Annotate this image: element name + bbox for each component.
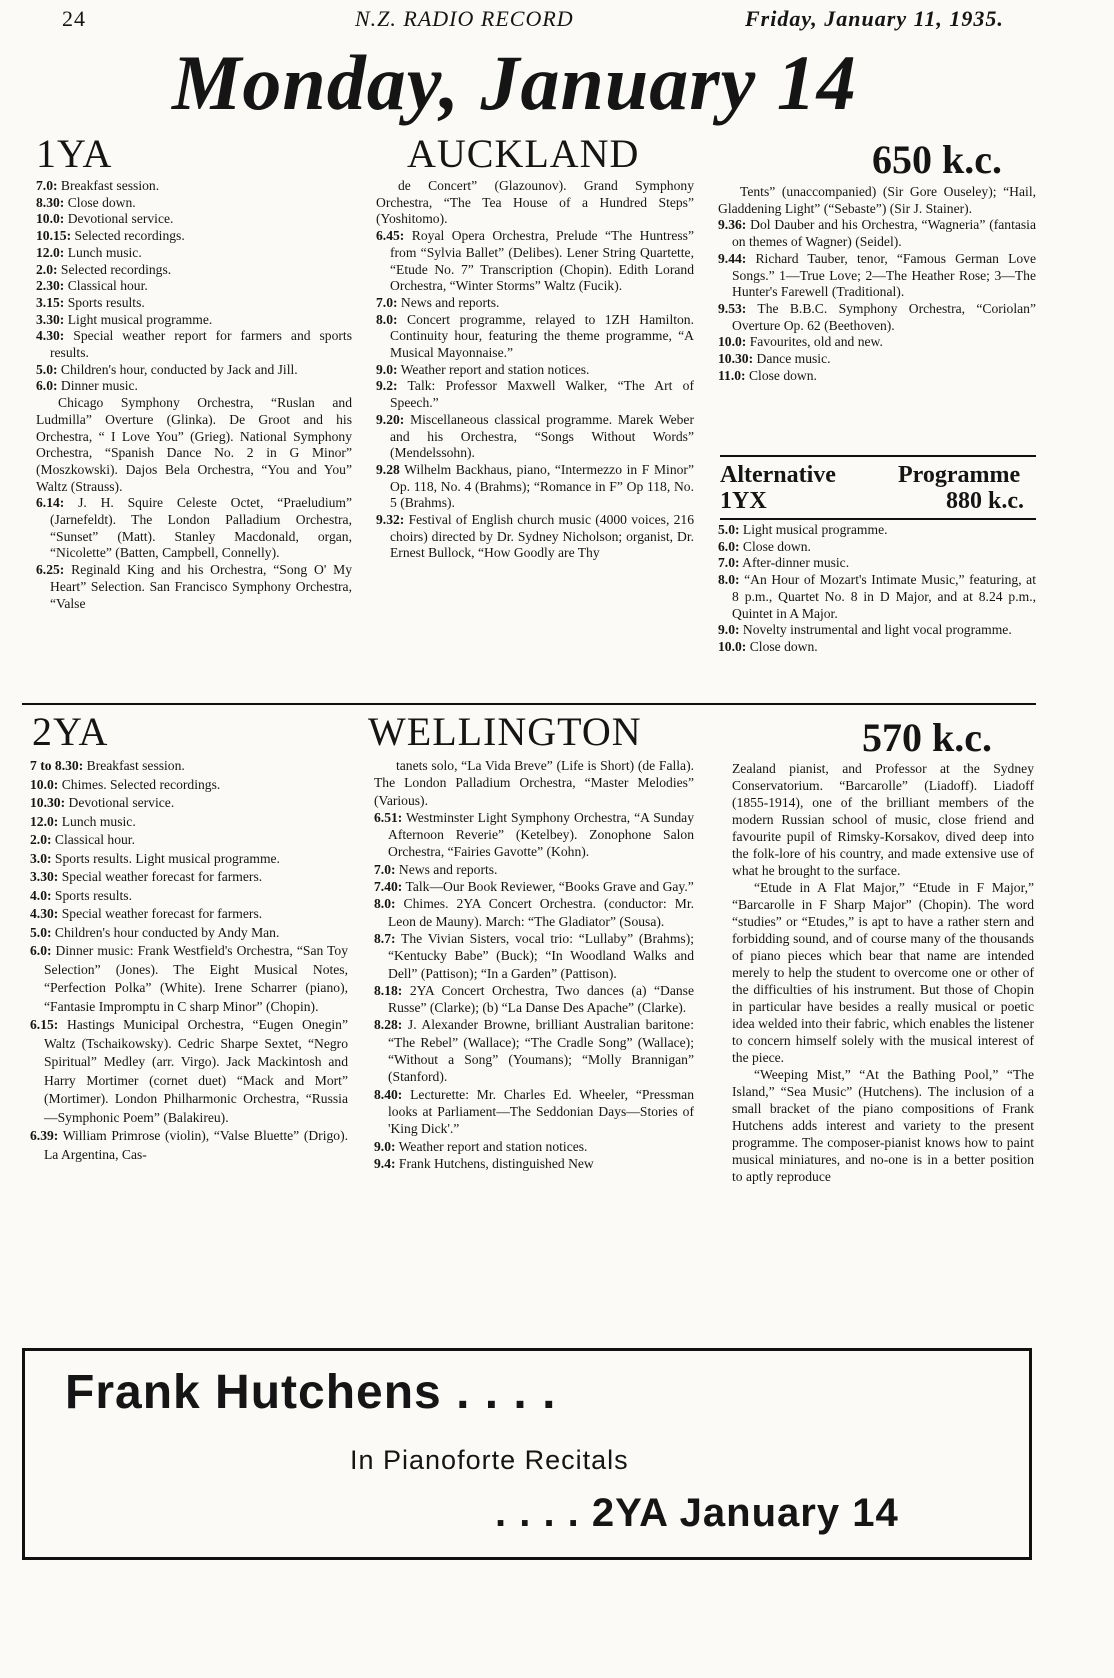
entry-time: 3.30: xyxy=(30,869,59,884)
entry-time: 7.0: xyxy=(718,555,740,571)
entry-time: 7.40: xyxy=(374,879,403,895)
entry-text: Devotional service. xyxy=(65,795,175,810)
entry-time: 12.0: xyxy=(36,244,65,260)
programme-entry xyxy=(30,831,348,850)
entry-text: Dinner music. xyxy=(57,378,138,394)
entry-text: Light musical programme. xyxy=(64,311,213,327)
entry-text: Talk—Our Book Reviewer, “Books Grave and Gay.” xyxy=(402,879,694,895)
programme-entry xyxy=(30,813,348,832)
wellington-column-1 xyxy=(30,757,348,1164)
entry-time: 9.4: xyxy=(374,1155,396,1171)
entry-text: Chimes. 2YA Concert Orchestra. (conductor: Mr. Leon de Mauny). March: “The Gladiator” (Sousa). xyxy=(388,896,694,929)
programme-entry xyxy=(376,178,694,228)
entry-text: “An Hour of Mozart's Intimate Music,” featuring, at 8 p.m., Quartet No. 8 in D Major, and at 8.24 p.m., Quintet in A Major. xyxy=(732,572,1036,621)
entry-time: 9.28 xyxy=(376,461,400,477)
programme-entry xyxy=(374,1086,694,1138)
entry-text: Festival of English church music (4000 voices, 216 choirs) directed by Dr. Sydney Nicholson; organist, Dr. Ernest Bullock, “How Goodly are Thy xyxy=(390,512,694,561)
issue-date: Friday, January 11, 1935. xyxy=(745,6,1004,31)
entry-text: Lecturette: Mr. Charles Ed. Wheeler, “Pressman looks at Parliament—The Seddonian Days—Stories of 'King Dick'.” xyxy=(388,1086,694,1137)
page-title: Monday, January 14 xyxy=(172,39,857,126)
programme-entry xyxy=(718,351,1036,368)
programme-entry xyxy=(36,395,352,495)
entry-text: Favourites, old and new. xyxy=(746,334,883,350)
advert-subtitle: In Pianoforte Recitals xyxy=(350,1445,629,1475)
entry-time: 8.0: xyxy=(376,311,398,327)
page-number: 24 xyxy=(62,6,86,31)
programme-entry xyxy=(718,217,1036,250)
entry-time: 4.30: xyxy=(30,906,59,921)
programme-entry xyxy=(718,184,1036,217)
entry-text: Dinner music: Frank Westfield's Orchestra, “San Toy Selection” (Jones). The Eight Musical Notes, “Perfection Polka” (White). Irene Scharrer (piano), “Fantasie Impromptu in C sharp Minor” (Chopin). xyxy=(44,943,348,1014)
entry-time: 7.0: xyxy=(374,861,396,877)
article-paragraph: “Etude in A Flat Major,” “Etude in F Major,” “Barcarolle in F Sharp Major” (Chopin). The word “studies” or “Etudes,” is apt to have a rather stern and forbidding sound, and of course many of the thousands of piano pieces which bear that name are intended merely to help the student to overcome one or other of the difficulties of his instrument. But those of Chopin in particular have besides a really musical or poetic idea welded into their fabric, which enables the listener to concern himself solely with the musical interest of the piece. xyxy=(732,880,1034,1065)
entry-text: Close down. xyxy=(64,194,136,210)
programme-entry xyxy=(376,295,694,312)
entry-time: 3.30: xyxy=(36,311,65,327)
entry-text: Concert programme, relayed to 1ZH Hamilton. Continuity hour, featuring the theme programme, “A Musical Mayonnaise.” xyxy=(390,311,694,361)
entry-time: 10.0: xyxy=(718,334,747,350)
entry-time: 10.30: xyxy=(718,351,754,367)
entry-text: de Concert” (Glazounov). Grand Symphony Orchestra, “The Tea House of a Hundred Steps” (Yoshitomo). xyxy=(376,178,694,227)
auckland-column-2 xyxy=(376,178,694,562)
entry-text: Lunch music. xyxy=(64,244,142,260)
entry-time: 2.30: xyxy=(36,278,65,294)
entry-time: 3.15: xyxy=(36,294,65,310)
programme-entry xyxy=(376,412,694,462)
entry-text: Dance music. xyxy=(753,351,831,367)
station-call-1ya: 1YA xyxy=(36,131,113,176)
station-freq-570: 570 k.c. xyxy=(862,715,992,760)
programme-entry xyxy=(374,982,694,1017)
entry-time: 7.0: xyxy=(36,178,58,193)
entry-text: Reginald King and his Orchestra, “Song O' My Heart” Selection. San Francisco Symphony Orchestra, “Valse xyxy=(50,562,352,611)
programme-entry xyxy=(36,495,352,562)
alt-programme: Programme xyxy=(898,462,1021,488)
entry-time: 7.0: xyxy=(376,294,398,310)
programme-entry xyxy=(718,622,1036,639)
programme-entry xyxy=(30,868,348,887)
programme-entry xyxy=(36,362,352,379)
programme-entry xyxy=(718,251,1036,301)
entry-time: 9.0: xyxy=(376,361,398,377)
programme-entry xyxy=(374,895,694,930)
entry-time: 6.0: xyxy=(718,538,740,554)
section-divider xyxy=(22,703,1036,705)
programme-entry xyxy=(36,328,352,361)
entry-time: 9.36: xyxy=(718,217,747,233)
entry-text: Sports results. Light musical programme. xyxy=(51,850,280,866)
entry-time: 9.0: xyxy=(718,622,740,638)
entry-time: 6.25: xyxy=(36,562,65,578)
programme-entry xyxy=(376,312,694,362)
entry-time: 8.40: xyxy=(374,1086,403,1102)
entry-time: 8.18: xyxy=(374,982,403,998)
station-call-2ya: 2YA xyxy=(32,709,109,754)
entry-time: 5.0: xyxy=(718,522,740,537)
entry-time: 8.0: xyxy=(718,572,740,588)
entry-text: Close down. xyxy=(739,538,811,554)
entry-text: The B.B.C. Symphony Orchestra, “Coriolan” Overture Op. 62 (Beethoven). xyxy=(732,300,1036,333)
entry-text: tanets solo, “La Vida Breve” (Life is Short) (de Falla). The London Palladium Orchestra, “Master Melodies” (Various). xyxy=(374,758,694,808)
programme-entry xyxy=(36,211,352,228)
wellington-column-2 xyxy=(374,757,694,1172)
programme-entry xyxy=(718,572,1036,622)
programme-entry xyxy=(718,301,1036,334)
entry-time: 10.30: xyxy=(30,795,66,810)
publication-name: N.Z. RADIO RECORD xyxy=(355,6,574,31)
entry-text: J. Alexander Browne, brilliant Australian baritone: “The Rebel” (Wallace); “The Cradle Song” (Wallace); “Without a Song” (Youmans); “Molly Brannigan” (Stanford). xyxy=(388,1017,694,1085)
entry-text: News and reports. xyxy=(397,294,500,310)
programme-entry xyxy=(36,312,352,329)
programme-entry xyxy=(374,878,694,895)
programme-entry xyxy=(30,1016,348,1127)
entry-text: Breakfast session. xyxy=(57,178,160,193)
programme-entry xyxy=(376,512,694,562)
entry-time: 6.39: xyxy=(30,1128,59,1143)
advert-date-line: . . . . 2YA January 14 xyxy=(495,1491,899,1535)
entry-text: Chimes. Selected recordings. xyxy=(58,776,221,792)
programme-entry xyxy=(30,794,348,813)
entry-text: Breakfast session. xyxy=(83,758,185,773)
alt-label: Alternative xyxy=(720,462,836,488)
programme-entry xyxy=(718,334,1036,351)
alt-top-rule xyxy=(720,455,1036,457)
programme-entry xyxy=(718,522,1036,539)
entry-time: 10.0: xyxy=(718,638,747,654)
programme-entry xyxy=(376,462,694,512)
entry-text: Lunch music. xyxy=(58,813,136,829)
entry-time: 5.0: xyxy=(36,361,58,377)
programme-entry xyxy=(36,378,352,395)
entry-time: 9.20: xyxy=(376,411,405,427)
entry-time: 5.0: xyxy=(30,924,52,940)
entry-time: 6.15: xyxy=(30,1017,59,1032)
entry-time: 6.51: xyxy=(374,809,403,825)
entry-text: Frank Hutchens, distinguished New xyxy=(395,1155,594,1171)
entry-time: 10.0: xyxy=(30,776,59,792)
programme-entry xyxy=(374,757,694,809)
article-paragraph: Zealand pianist, and Professor at the Sydney Conservatorium. “Barcarolle” (Liadoff). Liadoff (1855-1914), one of the brilliant members of the modern Russian school of music, close friend and favourite pupil of Rimsky-Korsakov, dived deep into the folk-lore of his country, and made extensive use of what he brought to the surface. xyxy=(732,761,1034,878)
entry-text: Dol Dauber and his Orchestra, “Wagneria” (fantasia on themes of Wagner) (Seidel). xyxy=(732,217,1036,250)
entry-text: Miscellaneous classical programme. Marek Weber and his Orchestra, “Songs Without Words” (Mendelssohn). xyxy=(390,411,694,461)
programme-entry xyxy=(30,850,348,869)
entry-time: 11.0: xyxy=(718,367,746,383)
wellington-column-3 xyxy=(732,760,1034,1185)
programme-entry xyxy=(30,924,348,943)
entry-text: Chicago Symphony Orchestra, “Ruslan and Ludmilla” Overture (Glinka). De Groot and his Orchestra, “ I Love You” (Grieg). National Symphony Orchestra, “Spanish Dance No. 2 in G Minor” (Moszkowski). Dajos Bela Orchestra, “You and You” Waltz (Strauss). xyxy=(36,395,352,494)
programme-entry xyxy=(30,887,348,906)
programme-entry xyxy=(36,195,352,212)
entry-time: 6.0: xyxy=(36,378,58,394)
station-city-auckland: AUCKLAND xyxy=(407,131,640,176)
entry-text: After-dinner music. xyxy=(739,555,850,571)
programme-entry xyxy=(374,1138,694,1155)
alt-bottom-rule xyxy=(720,518,1036,520)
article-paragraph: “Weeping Mist,” “At the Bathing Pool,” “The Island,” “Sea Music” (Hutchens). The inclusion of a small bracket of the piano compositions of Frank Hutchens adds interest and variety to the present programme. The composer-pianist knows how to paint musical miniatures, and no-one is in a better position to aptly reproduce xyxy=(732,1067,1034,1184)
entry-text: News and reports. xyxy=(395,861,498,877)
entry-text: Tents” (unaccompanied) (Sir Gore Ouseley); “Hail, Gladdening Light” (“Sebaste”) (Sir J. Stainer). xyxy=(718,184,1036,216)
entry-text: Close down. xyxy=(745,367,817,383)
entry-time: 8.30: xyxy=(36,194,65,210)
entry-text: Light musical programme. xyxy=(739,522,888,537)
entry-text: Richard Tauber, tenor, “Famous German Love Songs.” 1—True Love; 2—The Heather Rose; 3—The Hunter's Farewell (Traditional). xyxy=(732,250,1036,300)
programme-entry xyxy=(374,861,694,878)
entry-time: 8.7: xyxy=(374,930,396,946)
programme-entry xyxy=(36,562,352,612)
advert-box xyxy=(22,1348,1032,1560)
entry-text: Close down. xyxy=(746,638,818,654)
programme-entry xyxy=(374,930,694,982)
entry-text: Sports results. xyxy=(64,294,145,310)
programme-entry xyxy=(30,905,348,924)
entry-text: Talk: Professor Maxwell Walker, “The Art of Speech.” xyxy=(390,378,694,411)
entry-text: Novelty instrumental and light vocal programme. xyxy=(739,622,1012,638)
entry-time: 6.0: xyxy=(30,943,52,958)
entry-time: 2.0: xyxy=(30,832,52,847)
programme-entry xyxy=(36,245,352,262)
alt-freq-880: 880 k.c. xyxy=(946,488,1024,514)
entry-time: 9.2: xyxy=(376,378,398,394)
programme-entry xyxy=(374,1016,694,1085)
entry-time: 10.15: xyxy=(36,228,72,244)
alt-call-1yx: 1YX xyxy=(720,488,767,514)
programme-entry xyxy=(30,757,348,776)
entry-time: 6.45: xyxy=(376,228,405,244)
programme-entry xyxy=(30,776,348,795)
programme-entry xyxy=(718,639,1036,656)
programme-entry xyxy=(36,228,352,245)
entry-time: 7 to 8.30: xyxy=(30,758,84,773)
entry-text: Royal Opera Orchestra, Prelude “The Huntress” from “Sylvia Ballet” (Delibes). Lener String Quartette, “Etude No. 7” Transcription (Chopin). Edith Lorand Orchestra, “Winter Storms” Waltz (Fucik). xyxy=(390,228,694,294)
entry-time: 2.0: xyxy=(36,261,58,277)
programme-entry xyxy=(36,278,352,295)
entry-time: 9.32: xyxy=(376,512,405,528)
auckland-column-3 xyxy=(718,184,1036,384)
entry-text: Devotional service. xyxy=(64,211,174,227)
programme-entry xyxy=(718,555,1036,572)
entry-time: 4.30: xyxy=(36,328,65,344)
entry-text: Special weather forecast for farmers. xyxy=(58,869,263,884)
entry-time: 6.14: xyxy=(36,495,65,511)
advert-name: Frank Hutchens . . . . xyxy=(65,1366,557,1419)
programme-entry xyxy=(374,809,694,861)
programme-entry xyxy=(376,228,694,295)
programme-entry xyxy=(374,1155,694,1172)
entry-time: 8.0: xyxy=(374,896,396,912)
entry-time: 3.0: xyxy=(30,850,52,866)
programme-entry xyxy=(718,539,1036,556)
entry-text: William Primrose (violin), “Valse Bluette” (Drigo). La Argentina, Cas- xyxy=(44,1128,348,1162)
entry-text: Classical hour. xyxy=(51,832,135,847)
programme-entry xyxy=(718,368,1036,385)
entry-text: Children's hour conducted by Andy Man. xyxy=(51,924,280,940)
entry-time: 10.0: xyxy=(36,211,65,227)
station-city-wellington: WELLINGTON xyxy=(368,709,642,754)
entry-time: 4.0: xyxy=(30,887,52,903)
programme-entry xyxy=(30,942,348,1016)
programme-entry xyxy=(36,178,352,195)
entry-text: Children's hour, conducted by Jack and Jill. xyxy=(57,361,298,377)
entry-time: 9.44: xyxy=(718,250,747,266)
entry-time: 8.28: xyxy=(374,1017,403,1033)
alt-programme-list xyxy=(718,522,1036,656)
programme-entry xyxy=(36,262,352,279)
entry-time: 9.53: xyxy=(718,300,747,316)
entry-text: Classical hour. xyxy=(64,278,148,294)
entry-time: 9.0: xyxy=(374,1138,396,1154)
entry-text: Weather report and station notices. xyxy=(395,1138,588,1154)
station-freq-650: 650 k.c. xyxy=(872,137,1002,182)
entry-text: Special weather report for farmers and sports results. xyxy=(50,328,352,361)
entry-text: J. H. Squire Celeste Octet, “Praeludium” (Jarnefeldt). The London Palladium Orchestra, “Sunset” (Matt). Stanley Macdonald, organ, “Nicolette” (Batten, Campbell, Connelly). xyxy=(50,495,352,561)
auckland-column-1 xyxy=(36,178,352,612)
entry-text: Selected recordings. xyxy=(57,261,172,277)
entry-text: Sports results. xyxy=(51,887,132,903)
entry-text: Special weather forecast for farmers. xyxy=(58,906,263,921)
programme-entry xyxy=(36,295,352,312)
entry-time: 12.0: xyxy=(30,813,59,829)
programme-entry xyxy=(376,378,694,411)
entry-text: Weather report and station notices. xyxy=(397,361,590,377)
entry-text: Westminster Light Symphony Orchestra, “A Sunday Afternoon Reverie” (Ketelbey). Zonophone Salon Orchestra, “Fairies Gavotte” (Kohn). xyxy=(388,809,694,860)
entry-text: The Vivian Sisters, vocal trio: “Lullaby” (Brahms); “Kentucky Babe” (Buck); “In Woodland Walks and Dell” (Pattison); “In a Garden” (Pattison). xyxy=(388,930,694,981)
programme-entry xyxy=(30,1127,348,1164)
entry-text: 2YA Concert Orchestra, Two dances (a) “Danse Russe” (Clarke); (b) “La Danse Des Apache” (Clarke). xyxy=(388,982,694,1016)
programme-entry xyxy=(376,362,694,379)
entry-text: Selected recordings. xyxy=(71,228,185,244)
entry-text: Hastings Municipal Orchestra, “Eugen Onegin” Waltz (Tschaikowsky). Cedric Sharpe Sextet, “Negro Spiritual” Medley (arr. Virgo). Jack Mackintosh and Harry Mortimer (cornet duet) “Mack and Mort” (Mortimer). London Philharmonic Orchestra, “Russia—Symphonic Poem” (Balakireu). xyxy=(44,1017,348,1125)
entry-text: Wilhelm Backhaus, piano, “Intermezzo in F Minor” Op. 118, No. 4 (Brahms); “Romance in F” Op 118, No. 5 (Brahms). xyxy=(390,461,694,511)
